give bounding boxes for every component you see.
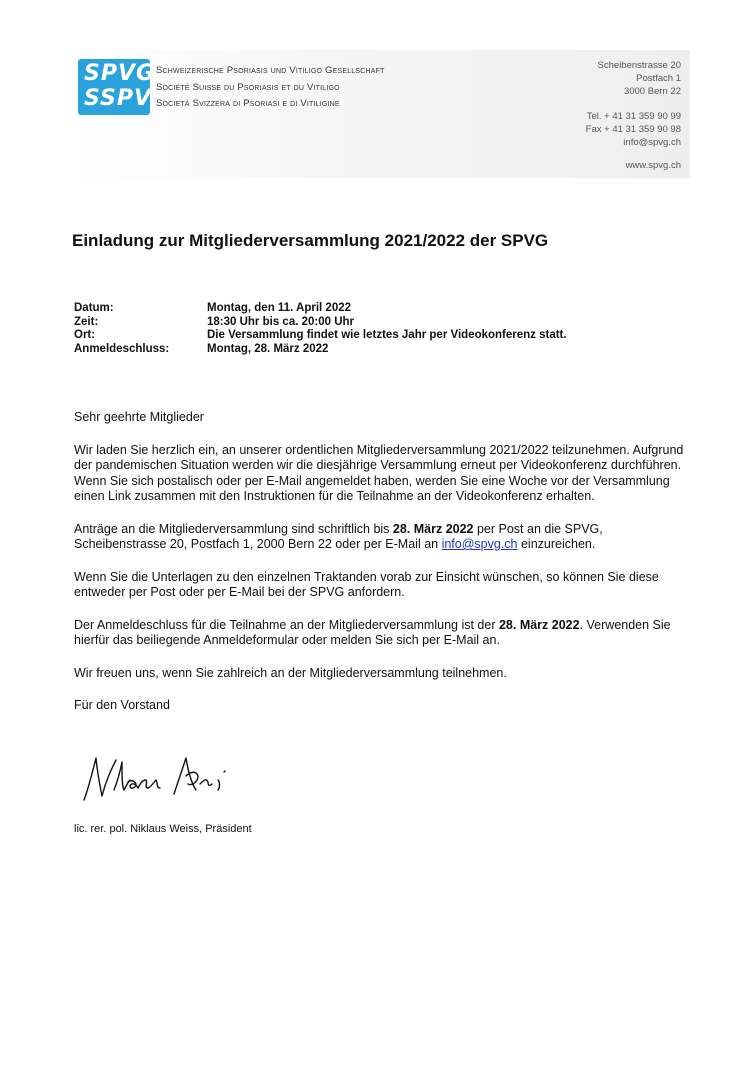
fact-value: 18:30 Uhr bis ca. 20:00 Uhr bbox=[207, 315, 355, 328]
text: per Post an die SPVG, Scheibenstrasse 20, Postfach 1, 2000 Bern 22 oder per E-Mail an bbox=[74, 521, 603, 551]
fact-row-date bbox=[74, 302, 567, 316]
logo-line-sspv: SSPV bbox=[84, 86, 153, 111]
signer-name: lic. rer. pol. Niklaus Weiss, Präsident bbox=[74, 823, 252, 835]
society-name-fr: Société Suisse du Psoriasis et du Vitiligo bbox=[156, 81, 340, 93]
logo-line-spvg: SPVG bbox=[84, 61, 156, 86]
website: www.spvg.ch bbox=[625, 160, 681, 171]
contact-email: info@spvg.ch bbox=[623, 137, 681, 148]
fact-label: Anmeldeschluss: bbox=[74, 342, 170, 355]
text: Der Anmeldeschluss für die Teilnahme an der Mitgliederversammlung ist der bbox=[74, 617, 499, 632]
fax-number: Fax + 41 31 359 90 98 bbox=[585, 124, 681, 135]
deadline-date: 28. März 2022 bbox=[392, 521, 474, 536]
text: einzureichen. bbox=[517, 537, 596, 551]
paragraph-documents: Wenn Sie die Unterlagen zu den einzelnen Traktanden vorab zur Einsicht wünschen, so können Sie diese entweder per Post oder per E-Mail bei der SPVG anfordern. bbox=[74, 569, 659, 599]
meeting-facts bbox=[74, 302, 567, 356]
closing-line: Für den Vorstand bbox=[74, 698, 170, 712]
fact-label: Datum: bbox=[74, 302, 114, 314]
salutation: Sehr geehrte Mitglieder bbox=[74, 410, 204, 424]
paragraph-closing-wish: Wir freuen uns, wenn Sie zahlreich an der Mitgliederversammlung teilnehmen. bbox=[74, 665, 507, 680]
fact-value: Montag, den 11. April 2022 bbox=[207, 302, 352, 314]
phone-number: Tel. + 41 31 359 90 99 bbox=[586, 111, 681, 122]
paragraph-registration bbox=[74, 618, 694, 649]
fact-row-deadline bbox=[74, 343, 567, 357]
society-name-de: Schweizerische Psoriasis und Vitiligo Gesellschaft bbox=[156, 65, 385, 76]
address-po-box: Postfach 1 bbox=[636, 73, 681, 84]
spvg-logo bbox=[78, 59, 156, 115]
contact-block bbox=[586, 59, 681, 172]
society-names bbox=[156, 63, 385, 113]
paragraph-motions bbox=[74, 522, 694, 553]
text: Anträge an die Mitgliederversammlung sind schriftlich bis bbox=[74, 521, 393, 536]
letter-body bbox=[74, 410, 694, 731]
paragraph-invitation: Wir laden Sie herzlich ein, an unserer ordentlichen Mitgliederversammlung 2021/2022 teilzunehmen. Aufgrund der pandemischen Situation werden wir die diesjährige Versammlung erneut per Videokonferenz durchführen. Wenn Sie sich postalisch oder per E-Mail angemeldet haben, werden Sie eine Woche vor der Versammlung einen Link zusammen mit den Instruktionen für die Teilnahme an der Videokonferenz erhalten. bbox=[74, 442, 684, 503]
text: . Verwenden Sie hierfür das beiliegende Anmeldeformular oder melden Sie sich per E-Mail an. bbox=[74, 617, 671, 647]
fact-label: Ort: bbox=[74, 329, 96, 341]
fact-value: Die Versammlung findet wie letztes Jahr per Videokonferenz statt. bbox=[207, 329, 567, 341]
signature-image bbox=[78, 750, 248, 810]
address-street: Scheibenstrasse 20 bbox=[597, 60, 681, 71]
deadline-date: 28. März 2022 bbox=[498, 617, 580, 632]
document-title: Einladung zur Mitgliederversammlung 2021/2022 der SPVG bbox=[72, 231, 549, 250]
fact-label: Zeit: bbox=[74, 315, 99, 328]
address-city: 3000 Bern 22 bbox=[623, 86, 681, 97]
society-name-it: Società Svizzera di Psoriasi e di Vitiligine bbox=[156, 98, 340, 109]
email-link[interactable]: info@spvg.ch bbox=[441, 537, 518, 551]
fact-value: Montag, 28. März 2022 bbox=[207, 342, 329, 355]
fact-row-time bbox=[74, 316, 567, 330]
fact-row-location bbox=[74, 329, 567, 343]
